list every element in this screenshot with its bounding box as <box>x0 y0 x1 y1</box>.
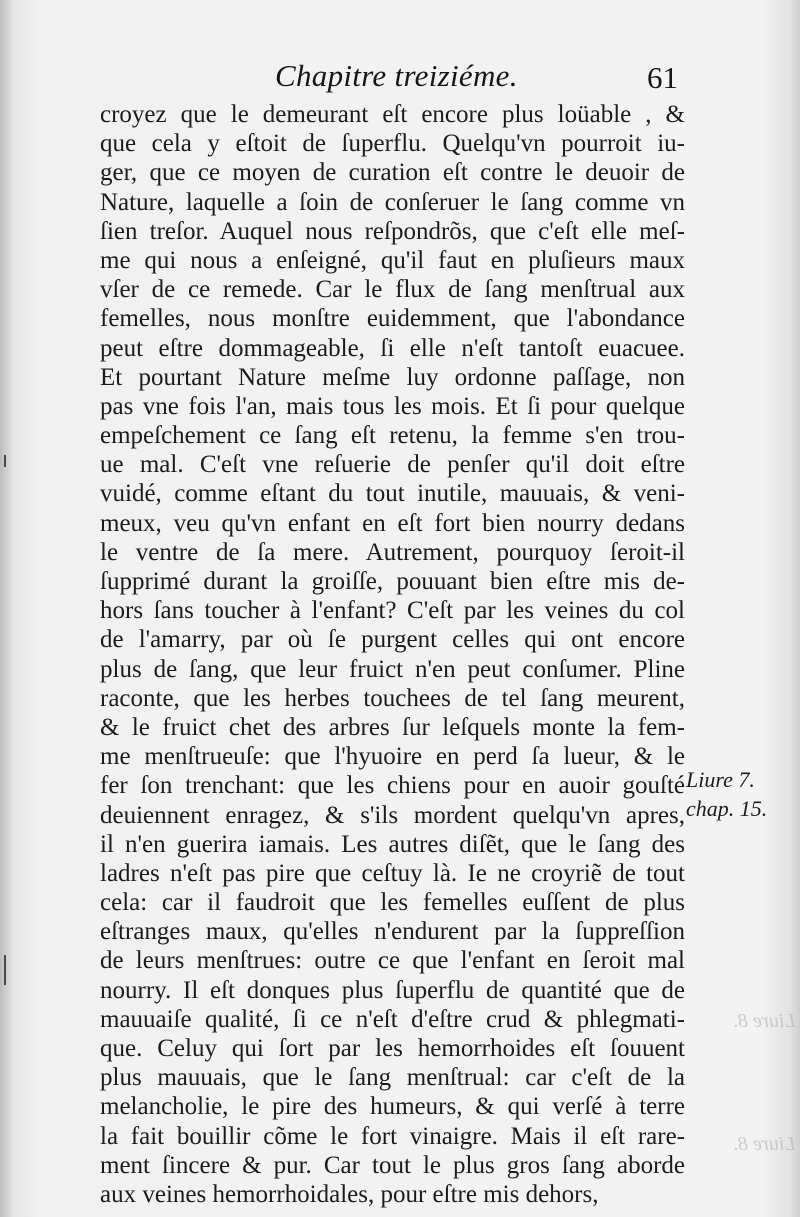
text-line: aux veines hemorrhoidales, pour eſtre mis dehors, <box>100 1180 599 1208</box>
text-line: ſupprimé durant la groiſſe, pouuant bien eſtre mis de- <box>100 568 685 595</box>
text-line: le ventre de ſa mere. Autrement, pourquoy ſeroit-il <box>100 538 685 566</box>
text-line: Et pourtant Nature meſme luy ordonne paſſage, non <box>100 363 685 391</box>
margin-note-chapter: chap. 15. <box>686 796 768 821</box>
text-line: fer ſon trenchant: que les chiens pour en auoir gouſté <box>100 772 685 800</box>
page-header <box>0 58 800 98</box>
page-edge-mark <box>4 455 6 467</box>
text-line: me menſtrueuſe: que l'hyuoire en perd ſa lueur, & le <box>100 743 685 771</box>
text-line: ue mal. C'eſt vne reſuerie de penſer qu'il doit eſtre <box>100 451 685 479</box>
text-line: raconte, que les herbes touchees de tel ſang meurent, <box>100 684 685 712</box>
text-line: me qui nous a enſeigné, qu'il faut en pluſieurs maux <box>100 246 685 274</box>
page-edge-mark <box>4 955 6 985</box>
show-through-note: Liure 8. <box>733 1133 796 1155</box>
body-text <box>100 100 685 1209</box>
text-line: pas vne fois l'an, mais tous les mois. Et ſi pour quelque <box>100 392 685 420</box>
text-line: peut eſtre dommageable, ſi elle n'eſt tantoſt euacuee. <box>100 334 685 362</box>
text-line: ſien treſor. Auquel nous reſpondrõs, que c'eſt elle meſ- <box>100 217 685 245</box>
running-head: Chapitre treiziéme. <box>275 58 518 93</box>
text-line: il n'en guerira iamais. Les autres diſẽt, que le ſang des <box>100 830 685 858</box>
margin-note-book: Liure 7. <box>686 767 755 792</box>
text-line: de leurs menſtrues: outre ce que l'enfant en ſeroit mal <box>100 947 685 975</box>
text-line: que cela y eſtoit de ſuperflu. Quelqu'vn pourroit iu- <box>100 130 685 158</box>
margin-note <box>686 765 767 823</box>
text-line: cela: car il faudroit que les femelles euſſent de plus <box>100 889 685 917</box>
text-line: ladres n'eſt pas pire que ceſtuy là. Ie ne croyriẽ de tout <box>100 859 685 887</box>
text-line: ger, que ce moyen de curation eſt contre le deuoir de <box>100 159 685 187</box>
text-line: plus mauuais, que le ſang menſtrual: car c'eſt de la <box>100 1064 685 1092</box>
text-line: vſer de ce remede. Car le flux de ſang menſtrual aux <box>100 276 685 304</box>
text-line: & le fruict chet des arbres ſur leſquels monte la fem- <box>100 713 685 741</box>
text-line: Nature, laquelle a ſoin de conſeruer le ſang comme vn <box>100 188 685 216</box>
text-line: de l'amarry, par où ſe purgent celles qui ont encore <box>100 626 685 654</box>
text-line: empeſchement ce ſang eſt retenu, la femme s'en trou- <box>100 422 685 450</box>
text-line: deuiennent enragez, & s'ils mordent quelqu'vn apres, <box>100 801 685 829</box>
text-line: melancholie, le pire des humeurs, & qui verſé à terre <box>100 1093 685 1121</box>
text-line: que. Celuy qui ſort par les hemorrhoides eſt ſouuent <box>100 1035 685 1062</box>
text-line: mauuaiſe qualité, ſi ce n'eſt d'eſtre crud & phlegmati- <box>100 1005 685 1033</box>
text-line: croyez que le demeurant eſt encore plus loüable , & <box>100 101 685 128</box>
text-line: meux, veu qu'vn enfant en eſt fort bien nourry dedans <box>100 509 685 537</box>
text-line: la fait bouillir cõme le fort vinaigre. Mais il eſt rare- <box>100 1122 685 1150</box>
text-line: plus de ſang, que leur fruict n'en peut conſumer. Pline <box>100 655 685 683</box>
show-through-note: Liure 8. <box>733 1010 796 1032</box>
text-line: nourry. Il eſt donques plus ſuperflu de quantité que de <box>100 976 685 1004</box>
text-line: femelles, nous monſtre euidemment, que l'abondance <box>100 305 685 333</box>
text-line: ment ſincere & pur. Car tout le plus gros ſang aborde <box>100 1151 685 1179</box>
text-line: eſtranges maux, qu'elles n'endurent par la ſuppreſſion <box>100 918 685 946</box>
text-line: hors ſans toucher à l'enfant? C'eſt par les veines du col <box>100 597 685 625</box>
text-line: vuidé, comme eſtant du tout inutile, mauuais, & veni- <box>100 480 685 508</box>
page-number: 61 <box>647 60 678 95</box>
